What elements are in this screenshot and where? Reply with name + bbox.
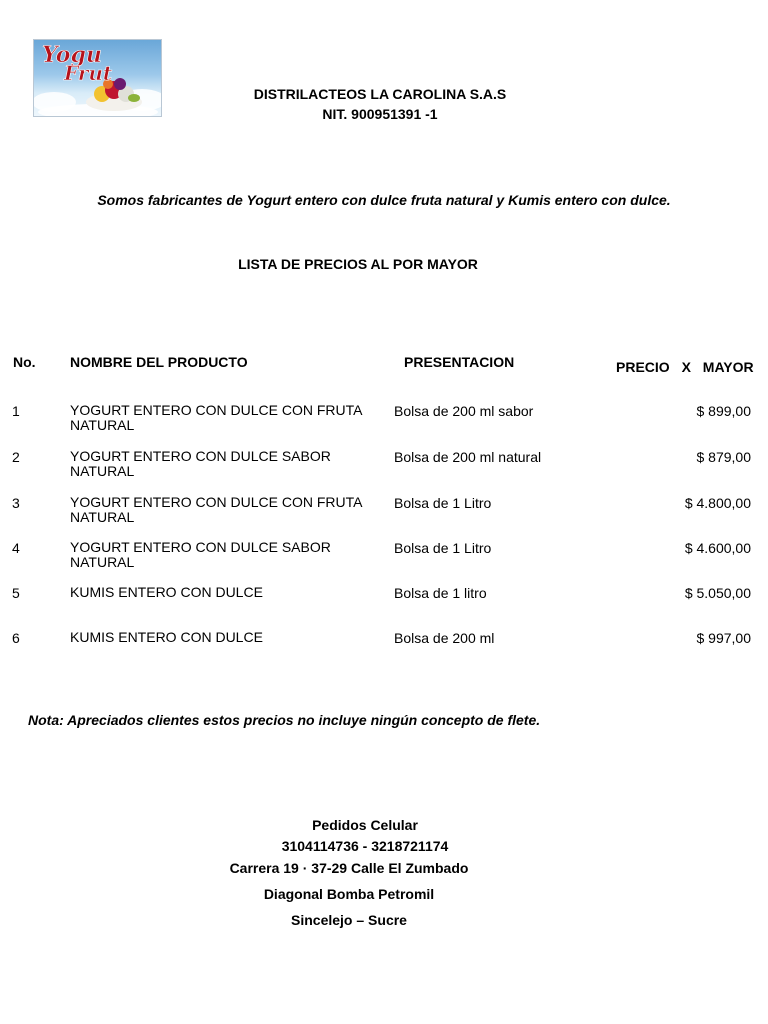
product-presentation: Bolsa de 1 Litro (394, 495, 492, 511)
address: Carrera 19 · 37-29 Calle El Zumbado (229, 860, 469, 876)
product-name: KUMIS ENTERO CON DULCE (70, 629, 263, 645)
shipping-note: Nota: Apreciados clientes estos precios no incluye ningún concepto de flete. (28, 712, 541, 728)
product-price: $ 5.050,00 (684, 585, 751, 601)
row-number: 5 (12, 585, 20, 601)
table-row (0, 403, 768, 447)
table-row (0, 630, 768, 674)
company-nit: NIT. 900951391 -1 (322, 106, 438, 122)
product-name: KUMIS ENTERO CON DULCE (70, 584, 263, 600)
row-number: 6 (12, 630, 20, 646)
product-presentation: Bolsa de 200 ml (394, 630, 495, 646)
product-presentation: Bolsa de 200 ml sabor (394, 403, 534, 419)
column-header-price: PRECIO X MAYOR (616, 359, 754, 375)
phone-numbers: 3104114736 - 3218721174 (281, 838, 449, 854)
product-presentation: Bolsa de 1 Litro (394, 540, 492, 556)
table-row (0, 585, 768, 629)
row-number: 3 (12, 495, 20, 511)
product-name: YOGURT ENTERO CON DULCE SABOR NATURAL (70, 448, 331, 479)
column-header-presentation: PRESENTACION (404, 354, 515, 370)
orders-label: Pedidos Celular (312, 817, 418, 833)
table-row (0, 540, 768, 584)
logo-text-2: Frut (64, 61, 113, 85)
city: Sincelejo – Sucre (291, 912, 407, 928)
price-list-title: LISTA DE PRECIOS AL POR MAYOR (238, 256, 478, 272)
product-price: $ 4.600,00 (684, 540, 751, 556)
table-row (0, 495, 768, 539)
product-name: YOGURT ENTERO CON DULCE SABOR NATURAL (70, 539, 331, 570)
row-number: 1 (12, 403, 20, 419)
company-name: DISTRILACTEOS LA CAROLINA S.A.S (253, 86, 507, 102)
product-presentation: Bolsa de 1 litro (394, 585, 487, 601)
logo-artwork (34, 40, 161, 116)
column-header-name: NOMBRE DEL PRODUCTO (70, 354, 248, 370)
row-number: 4 (12, 540, 20, 556)
product-presentation: Bolsa de 200 ml natural (394, 449, 542, 465)
tagline: Somos fabricantes de Yogurt entero con dulce fruta natural y Kumis entero con dulce. (97, 192, 671, 208)
table-row (0, 449, 768, 493)
row-number: 2 (12, 449, 20, 465)
product-name: YOGURT ENTERO CON DULCE CON FRUTA NATURAL (70, 494, 362, 525)
column-header-no: No. (13, 354, 36, 370)
product-name: YOGURT ENTERO CON DULCE CON FRUTA NATURAL (70, 402, 362, 433)
product-price: $ 899,00 (696, 403, 751, 419)
product-price: $ 879,00 (696, 449, 751, 465)
product-price: $ 4.800,00 (684, 495, 751, 511)
address-reference: Diagonal Bomba Petromil (263, 886, 435, 902)
logo-text-1: Yogu (42, 42, 102, 68)
product-price: $ 997,00 (696, 630, 751, 646)
company-logo (33, 39, 162, 117)
